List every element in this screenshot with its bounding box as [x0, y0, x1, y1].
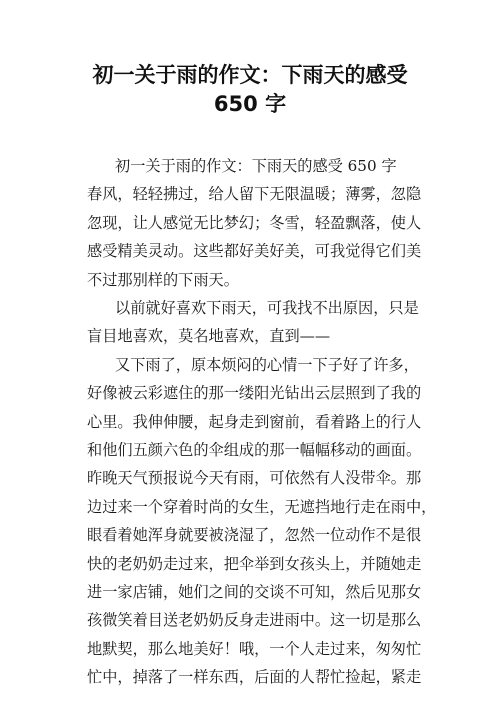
- document-title-line1: 初一关于雨的作文：下雨天的感受: [92, 63, 408, 87]
- body-line: 和他们五颜六色的伞组成的那一幅幅移动的画面。: [87, 441, 422, 459]
- body-line: 好像被云彩遮住的那一缕阳光钻出云层照到了我的: [87, 384, 422, 403]
- body-line: 进一家店铺，她们之间的交谈不可知，然后见那女: [87, 583, 422, 601]
- document-title-line2: 650 字: [213, 92, 287, 116]
- body-line: 眼看着她浑身就要被浇湿了，忽然一位动作不是很: [87, 526, 422, 545]
- body-line: 盲目地喜欢，莫名地喜欢，直到——: [87, 327, 330, 346]
- body-line: 边过来一个穿着时尚的女生，无遮挡地行走在雨中，: [87, 497, 437, 516]
- body-line: 初一关于雨的作文：下雨天的感受 650 字: [115, 157, 397, 175]
- body-line: 地默契，那么地美好！哦，一个人走过来，匆匆忙: [87, 639, 422, 658]
- body-line: 快的老奶奶走过来，把伞举到女孩头上，并随她走: [87, 554, 422, 573]
- body-line: 以前就好喜欢下雨天，可我找不出原因，只是: [115, 299, 419, 317]
- body-line: 忙中，掉落了一样东西，后面的人帮忙捡起，紧走: [87, 668, 422, 687]
- body-line: 昨晚天气预报说今天有雨，可依然有人没带伞。那: [87, 469, 422, 488]
- body-line: 忽现，让人感觉无比梦幻；冬雪，轻盈飘落，使人: [87, 213, 422, 232]
- body-line: 春风，轻轻拂过，给人留下无限温暖；薄雾，忽隐: [87, 185, 422, 204]
- body-line: 心里。我伸伸腰，起身走到窗前，看着路上的行人: [87, 412, 422, 431]
- body-line: 不过那别样的下雨天。: [87, 270, 239, 289]
- body-line: 又下雨了，原本烦闷的心情一下子好了许多，: [115, 355, 419, 374]
- body-line: 孩微笑着目送老奶奶反身走进雨中。这一切是那么: [87, 611, 422, 630]
- body-line: 感受精美灵动。这些都好美好美，可我觉得它们美: [87, 242, 422, 261]
